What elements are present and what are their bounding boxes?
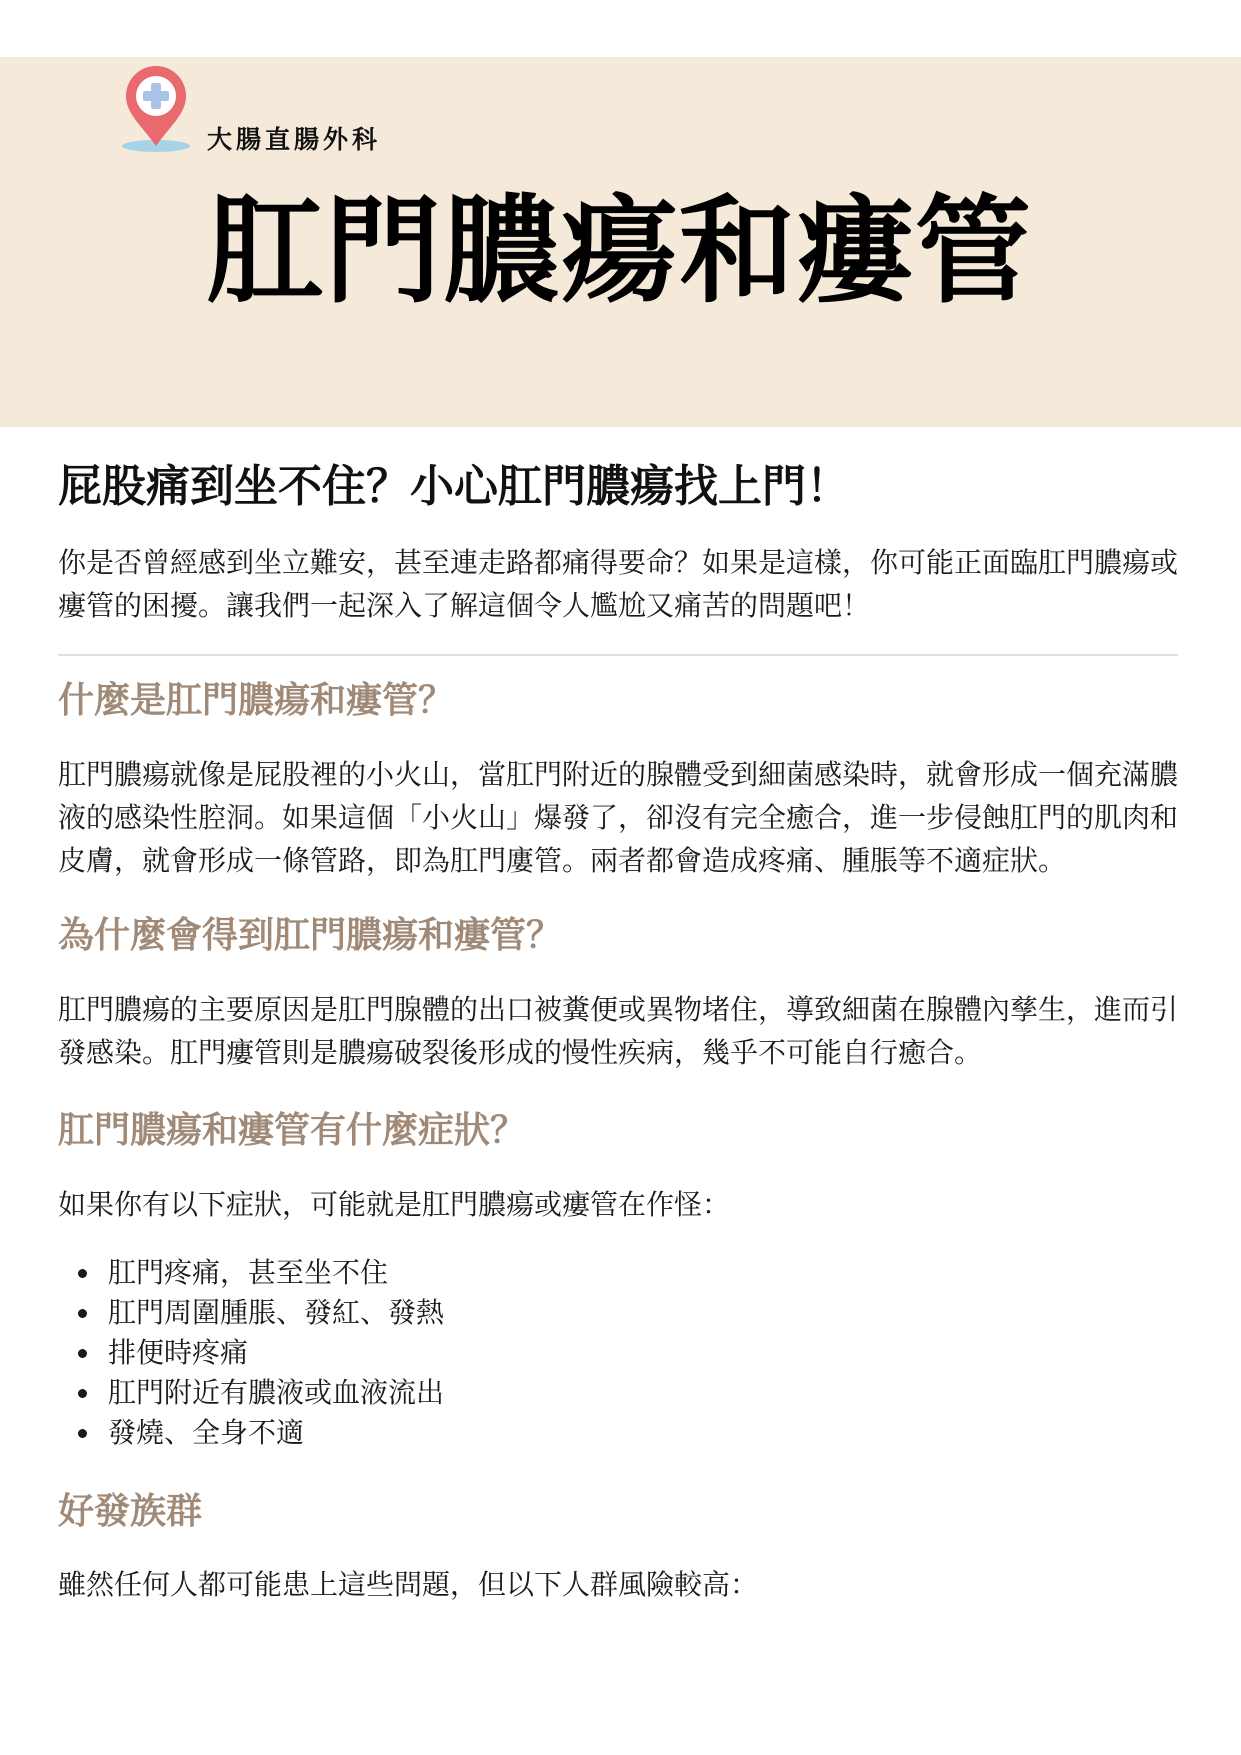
section-heading-risk-groups: 好發族群	[58, 1490, 203, 1532]
symptom-list	[58, 1253, 1178, 1453]
list-item: 肛門周圍腫脹、發紅、發熱	[58, 1293, 1178, 1333]
lead-heading: 屁股痛到坐不住？小心肛門膿瘍找上門！	[58, 461, 850, 512]
section-body-symptoms: 如果你有以下症狀，可能就是肛門膿瘍或瘻管在作怪：	[58, 1187, 731, 1221]
section-body-what: 肛門膿瘍就像是屁股裡的小火山，當肛門附近的腺體受到細菌感染時，就會形成一個充滿膿液的感染性腔洞。如果這個「小火山」爆發了，卻沒有完全癒合，進一步侵蝕肛門的肌肉和皮膚，就會形成一條管路，即為肛門廔管。兩者都會造成疼痛、腫脹等不適症狀。	[58, 757, 1179, 877]
section-body-causes: 肛門膿瘍的主要原因是肛門腺體的出口被糞便或異物堵住，導致細菌在腺體內孳生，進而引發感染。肛門瘻管則是膿瘍破裂後形成的慢性疾病，幾乎不可能自行癒合。	[58, 992, 1179, 1069]
section-heading-causes: 為什麼會得到肛門膿瘍和瘻管？	[58, 914, 563, 956]
section-body-risk-groups: 雖然任何人都可能患上這些問題，但以下人群風險較高：	[58, 1568, 759, 1602]
article-content	[58, 458, 1178, 1606]
section-heading-symptoms: 肛門膿瘍和瘻管有什麼症狀？	[58, 1109, 527, 1151]
list-item: 發燒、全身不適	[58, 1413, 1178, 1453]
section-heading-what: 什麼是肛門膿瘍和瘻管？	[58, 680, 455, 722]
location-pin-medical-cross-icon	[120, 66, 192, 156]
department-name: 大腸直腸外科	[207, 125, 382, 154]
divider	[58, 654, 1178, 656]
list-item: 肛門附近有膿液或血液流出	[58, 1373, 1178, 1413]
list-item: 排便時疼痛	[58, 1333, 1178, 1373]
page-title: 肛門膿瘍和瘻管	[207, 184, 1033, 319]
intro-paragraph: 你是否曾經感到坐立難安，甚至連走路都痛得要命？如果是這樣，你可能正面臨肛門膿瘍或瘻管的困擾。讓我們一起深入了解這個令人尷尬又痛苦的問題吧！	[58, 546, 1179, 623]
list-item: 肛門疼痛，甚至坐不住	[58, 1253, 1178, 1293]
